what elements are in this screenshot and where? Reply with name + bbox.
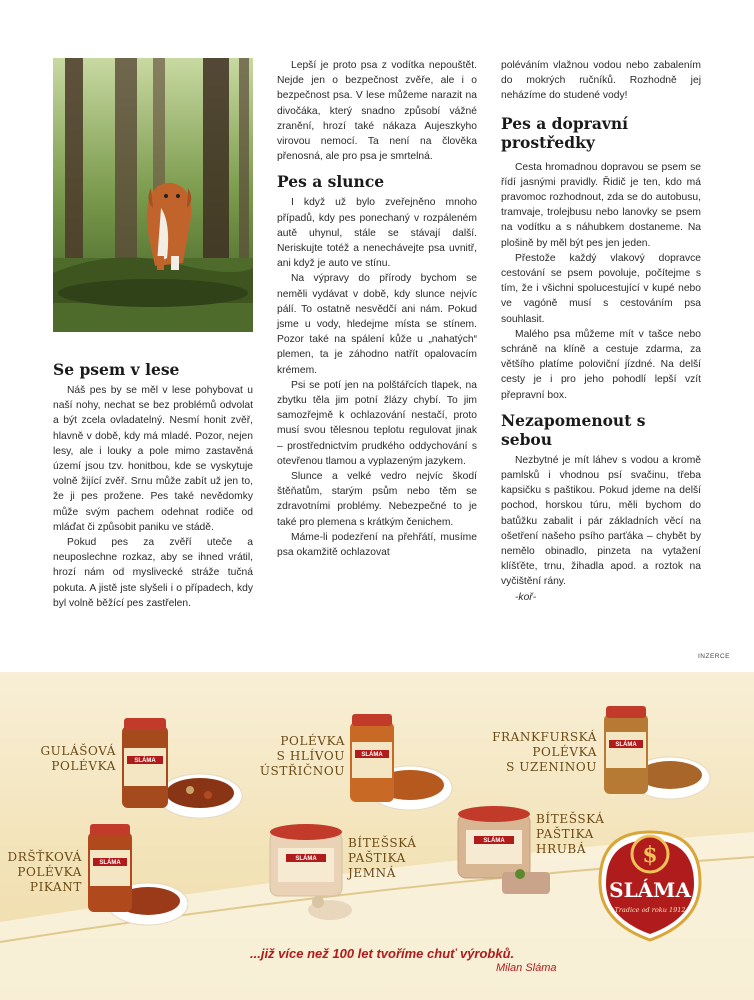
svg-text:SLÁMA: SLÁMA [361,752,383,758]
svg-text:Tradice od roku 1912: Tradice od roku 1912 [614,906,686,914]
paragraph: Máme-li podezření na přehřátí, musíme psa okamžitě ochlazovat [277,531,477,559]
product-label-pastika-jemna: BÍTEŠSKÁ PAŠTIKA JEMNÁ [348,836,417,880]
svg-text:SLÁMA: SLÁMA [134,758,156,764]
svg-text:SLÁMA: SLÁMA [295,856,317,862]
paragraph: Lepší je proto psa z vodítka nepouštět. Nejde jen o bezpečnost zvěře, ale i o bezpečnost psa. V lese můžeme narazit na divočáka, který snadno způsobí vážné zranění, hrozí také nákaza Aujeszkyho virovou nemocí. Ta není na člověka přenosná, ale pro psa je smrtelná. [277,60,477,163]
article-column-1 [53,354,253,611]
section-heading: Pes a dopravní prostředky [501,113,629,152]
svg-text:SLÁMA: SLÁMA [99,860,121,866]
paragraph: Přestože každý vlakový dopravce cestování se psem povoluje, počítejme s tím, že i všichni spolucestující v kupé nebo ve vagóně musí s cestováním psa souhlasit. [501,252,701,325]
jar-drstkova [88,824,188,925]
ad-tagline: ...již více než 100 let tvoříme chuť výrobků. [250,946,515,961]
product-label-gulasova: GULÁŠOVÁ POLÉVKA [40,744,116,773]
section-heading: Se psem v lese [53,360,180,379]
paragraph: Psi se potí jen na polštářcích tlapek, na zbytku těla jim potní žlázy chybí. To jim samozřejmě k ochlazování nestačí, proto musí svou tělesnou teplotu regulovat jinak – prostřednictvím prudkého oddychování s otevřenou tlamou a vyplazeným jazykem. [277,379,477,467]
product-label-hliva: POLÉVKA S HLÍVOU ÚSTŘIČNOU [259,734,345,778]
paragraph: Malého psa můžeme mít v tašce nebo schráně na klíně a cestuje zdarma, za většího platíme poloviční jízdné. Na delší cesty je i pro jeho pohodlí lepší vzít přepravní box. [501,328,701,401]
section-heading: Nezapomenout s sebou [501,410,646,449]
dog-in-forest-photo [53,58,253,332]
section-heading: Pes a slunce [277,172,385,192]
product-label-pastika-hruba: BÍTEŠSKÁ PAŠTIKA HRUBÁ [536,812,605,856]
jar-frankfurtska [604,706,710,799]
svg-text:$: $ [642,842,658,868]
paragraph: poléváním vlažnou vodou nebo zabalením do mokrých ručníků. Rozhodně jej neházíme do studené vody! [501,60,701,102]
svg-text:SLÁMA: SLÁMA [615,742,637,748]
paragraph: Pokud pes za zvěří uteče a neuposlechne rozkaz, aby se ihned vrátil, hrozí nám od myslivecké stráže tučná pokuta. A jistě jste slyšeli i o případech, kdy byl volně běžící pes zastřelen. [53,537,253,609]
paragraph: Nezbytné je mít láhev s vodou a kromě pamlsků i vhodnou psí svačinu, třeba kapsičku s paštikou. Pokud jdeme na delší pochod, horskou túru, měli bychom do batůžku zabalit i pár základních věcí na ošetření našeho psího parťáka – chybět by nemělo obinadlo, pinzeta na vytažení klíšťěte, trnu, žihadla apod. a roztok na vyčištění rány. [501,454,701,588]
jar-pastika-jemna [270,824,352,920]
advertisement-label: INZERCE [697,653,730,660]
paragraph: Náš pes by se měl v lese pohybovat u naší nohy, nechat se bez problémů odvolat a být zcela ovladatelný. Nesmí honit zvěř, hlavně v době, kdy má mladé. Pozor, nejen lesy, ale i louky a pole mimo zastavěná území jsou tzv. honitbou, kde se vyskytuje volně žijící zvěř. Srnu může zabít už jen to, že ji pes prožene. Pes také nevědomky může svým pachem odehnat rodiče od mláďat či způsobit paniku ve stádě. [53,385,253,533]
ad-author: Milan Sláma [496,962,557,974]
paragraph: Cesta hromadnou dopravou se psem se řídí jasnými pravidly. Řidič je ten, kdo má pravomoc rozhodnout, zda se do autobusu, tramvaje, trolejbusu nebo lanovky se psem na vodítku a s náhubkem dostaneme. Na plošině by měl být pes jen jeden. [501,161,701,249]
product-label-drstkova: DRŠŤKOVÁ POLÉVKA PIKANT [7,850,82,894]
paragraph: Na výpravy do přírody bychom se neměli vydávat v době, kdy slunce nejvíc pálí. To ostatně nesvědčí ani nám. Pokud jsme u vody, hledejme místa se stínem. Pozor také na spálení kůže u „nahatých“ plemen, ta je záhodno natřít opalovacím krémem. [277,273,477,376]
paragraph: I když už bylo zveřejněno mnoho případů, kdy pes ponechaný v rozpáleném autě uhynul, stále se stávají další. Neriskujte totéž a nenechávejte psa uvnitř, ani když je auto ve stínu. [277,197,477,270]
svg-text:SLÁMA: SLÁMA [483,838,505,844]
product-label-frankfurtska: FRANKFURSKÁ POLÉVKA S UZENINOU [492,730,597,774]
jar-gulasova [122,718,242,818]
author-signature: -koř- [515,591,537,603]
article-column-3 [501,58,701,605]
slama-logo-icon [600,832,700,940]
jar-pastika-hruba [458,806,550,894]
paragraph: Slunce a velké vedro nejvíc škodí štěňatům, starým psům nebo těm se zdravotními problémy. Nebezpečné to je také pro plemena s krátkým čenichem. [277,471,477,528]
jar-hliva [350,714,452,810]
svg-text:SLÁMA: SLÁMA [609,878,691,902]
article-column-2 [277,58,477,560]
